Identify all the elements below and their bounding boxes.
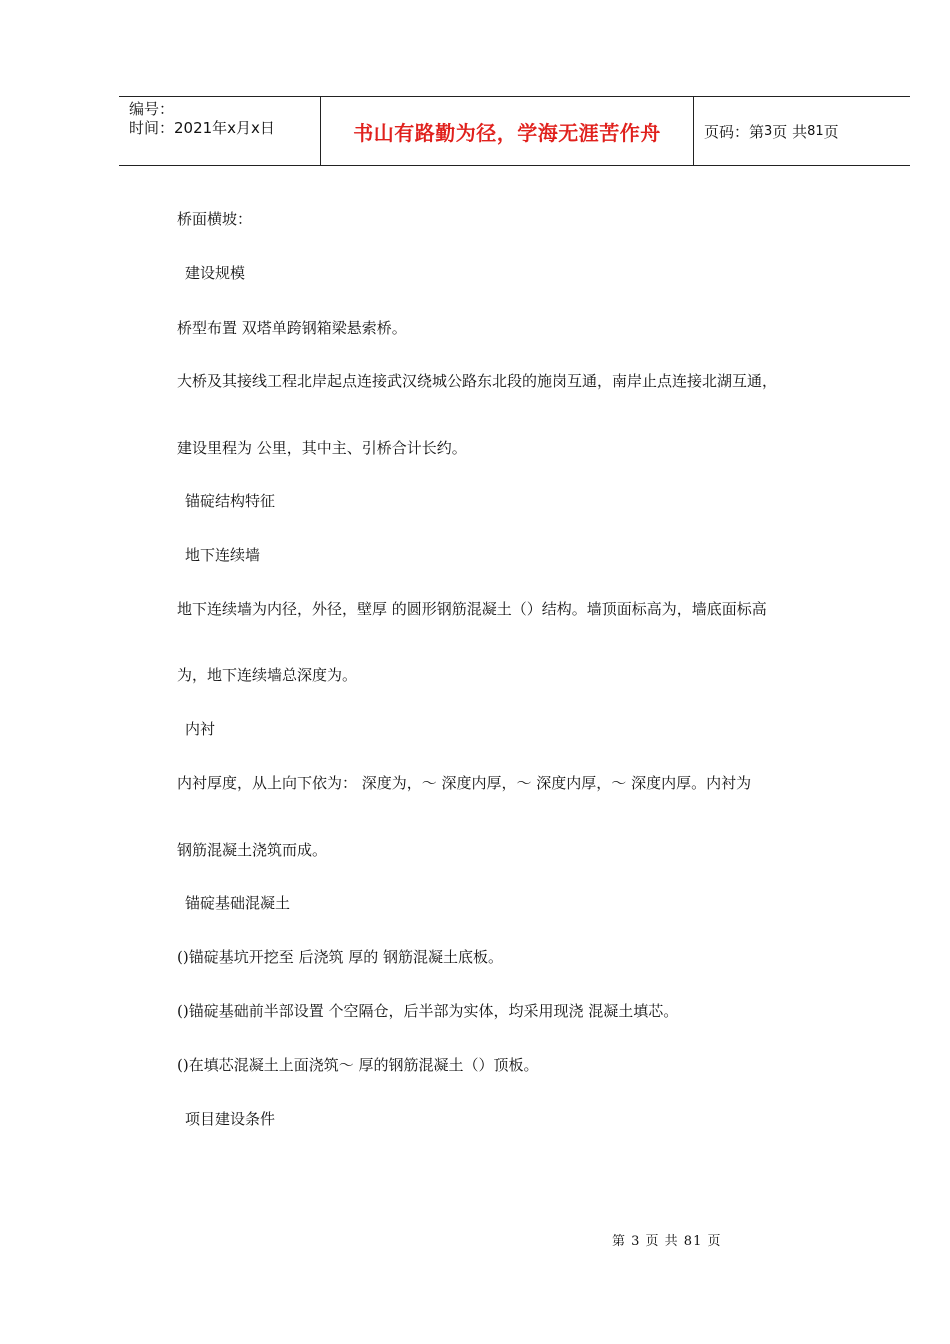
paragraph-lining-thickness: 内衬厚度，从上向下依为： 深度为，～ 深度内厚，～ 深度内厚，～ 深度内厚。内衬为 (177, 774, 752, 792)
paragraph-diaphragm-wall-depth: 为，地下连续墙总深度为。 (177, 666, 358, 684)
paragraph-lining-material: 钢筋混凝土浇筑而成。 (177, 841, 328, 859)
list-item-foundation-2: ()锚碇基础前半部设置 个空隔仓，后半部为实体，均采用现浇 混凝土填芯。 (177, 1002, 679, 1020)
paragraph-bridge-layout: 桥型布置 双塔单跨钢箱梁悬索桥。 (177, 319, 407, 337)
list-item-foundation-3: ()在填芯混凝土上面浇筑～ 厚的钢筋混凝土（）顶板。 (177, 1056, 539, 1074)
header-page-info (694, 97, 910, 165)
paragraph-connection-works: 大桥及其接线工程北岸起点连接武汉绕城公路东北段的施岗互通，南岸止点连接北湖互通， (177, 372, 778, 390)
heading-anchor-foundation-concrete: 锚碇基础混凝土 (185, 894, 291, 912)
heading-construction-scale: 建设规模 (185, 264, 246, 282)
page-total: 81 (807, 123, 824, 139)
page-mid: 页 共 (772, 122, 808, 141)
header-motto: 书山有路勤为径，学海无涯苦作舟 (321, 97, 694, 165)
heading-anchor-structure: 锚碇结构特征 (185, 492, 276, 510)
document-header (119, 96, 910, 166)
paragraph-construction-mileage: 建设里程为 公里，其中主、引桥合计长约。 (177, 439, 467, 457)
page-current: 3 (764, 123, 773, 139)
page-prefix: 页码：第 (704, 122, 765, 141)
paragraph-diaphragm-wall-desc: 地下连续墙为内径，外径，壁厚 的圆形钢筋混凝土（）结构。墙顶面标高为，墙底面标高 (177, 600, 767, 618)
heading-inner-lining: 内衬 (185, 720, 216, 738)
doc-time-label: 时间：2021年x月x日 (129, 119, 275, 137)
heading-project-conditions: 项目建设条件 (185, 1110, 276, 1128)
doc-number-label: 编号： (129, 100, 175, 118)
page-suffix: 页 (823, 122, 839, 141)
list-item-foundation-1: ()锚碇基坑开挖至 后浇筑 厚的 钢筋混凝土底板。 (177, 948, 504, 966)
heading-diaphragm-wall: 地下连续墙 (185, 546, 261, 564)
header-meta (119, 97, 321, 165)
page-footer: 第 3 页 共 81 页 (612, 1234, 722, 1249)
paragraph-deck-slope: 桥面横坡： (177, 210, 253, 228)
